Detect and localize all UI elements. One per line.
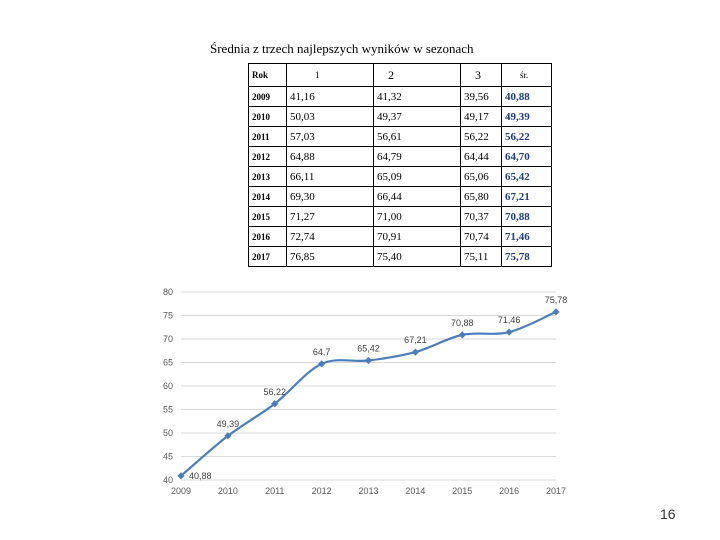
y-tick-label: 70 xyxy=(162,334,173,344)
score-cell: 49,17 xyxy=(461,107,502,127)
table-row xyxy=(249,227,552,247)
data-point xyxy=(506,329,513,336)
column-header: Rok xyxy=(249,64,287,87)
year-cell: 2011 xyxy=(249,127,287,147)
y-tick-label: 75 xyxy=(162,310,173,321)
data-label: 64,7 xyxy=(312,346,331,357)
table-row xyxy=(249,127,552,147)
score-cell: 70,74 xyxy=(461,227,502,247)
table-row xyxy=(249,107,552,127)
data-label: 67,21 xyxy=(404,335,427,346)
x-tick-label: 2014 xyxy=(405,486,426,496)
score-cell: 56,22 xyxy=(461,127,502,147)
x-tick-label: 2012 xyxy=(311,486,332,496)
score-cell: 41,32 xyxy=(374,87,461,107)
data-label: 65,42 xyxy=(357,343,380,354)
score-cell: 64,88 xyxy=(287,147,374,167)
average-cell: 64,70 xyxy=(502,147,552,167)
average-cell: 49,39 xyxy=(502,107,552,127)
table-row xyxy=(249,247,552,267)
score-cell: 39,56 xyxy=(461,87,502,107)
score-cell: 75,11 xyxy=(461,247,502,267)
year-cell: 2009 xyxy=(249,87,287,107)
x-tick-label: 2013 xyxy=(358,486,379,496)
data-point xyxy=(459,331,466,338)
score-cell: 56,61 xyxy=(374,127,461,147)
table-row xyxy=(249,87,552,107)
data-label: 70,88 xyxy=(450,317,474,328)
scores-table xyxy=(248,63,552,267)
score-cell: 66,44 xyxy=(374,187,461,207)
data-point xyxy=(365,357,372,364)
score-cell: 65,80 xyxy=(461,187,502,207)
score-cell: 76,85 xyxy=(287,247,374,267)
page-title: Średnia z trzech najlepszych wyników w sezonach xyxy=(210,41,474,56)
x-tick-label: 2010 xyxy=(217,486,238,496)
line-chart xyxy=(150,284,570,506)
data-label: 40,88 xyxy=(189,470,212,481)
year-cell: 2012 xyxy=(249,147,287,167)
column-header: śr. xyxy=(502,64,552,87)
score-cell: 75,40 xyxy=(374,247,461,267)
x-tick-label: 2011 xyxy=(265,486,285,496)
table-row xyxy=(249,187,552,207)
x-tick-label: 2009 xyxy=(170,486,192,496)
column-header: 1 xyxy=(287,64,374,87)
x-tick-label: 2015 xyxy=(452,486,473,496)
score-cell: 64,44 xyxy=(461,147,502,167)
score-cell: 49,37 xyxy=(374,107,461,127)
year-cell: 2017 xyxy=(249,247,287,267)
table-header-row xyxy=(249,64,552,87)
data-point xyxy=(412,349,419,356)
score-cell: 66,11 xyxy=(287,167,374,187)
y-tick-label: 45 xyxy=(162,451,173,462)
year-cell: 2016 xyxy=(249,227,287,247)
series-line xyxy=(181,312,556,476)
score-cell: 69,30 xyxy=(287,187,374,207)
score-cell: 57,03 xyxy=(287,127,374,147)
average-cell: 65,42 xyxy=(502,167,552,187)
table-row xyxy=(249,207,552,227)
data-point xyxy=(552,308,559,315)
table-row xyxy=(249,167,552,187)
x-tick-label: 2017 xyxy=(545,486,567,496)
year-cell: 2014 xyxy=(249,187,287,207)
data-label: 56,22 xyxy=(263,386,287,397)
average-cell: 71,46 xyxy=(502,227,552,247)
score-cell: 71,00 xyxy=(374,207,461,227)
average-cell: 67,21 xyxy=(502,187,552,207)
y-tick-label: 60 xyxy=(162,381,173,391)
page-number: 16 xyxy=(660,506,676,522)
year-cell: 2013 xyxy=(249,167,287,187)
y-tick-label: 50 xyxy=(162,428,173,438)
score-cell: 65,09 xyxy=(374,167,461,187)
score-cell: 41,16 xyxy=(287,87,374,107)
score-cell: 72,74 xyxy=(287,227,374,247)
year-cell: 2015 xyxy=(249,207,287,227)
year-cell: 2010 xyxy=(249,107,287,127)
y-tick-label: 65 xyxy=(162,357,173,368)
data-label: 49,39 xyxy=(216,418,240,429)
score-cell: 64,79 xyxy=(374,147,461,167)
average-cell: 75,78 xyxy=(502,247,552,267)
data-label: 75,78 xyxy=(544,294,568,305)
y-tick-label: 80 xyxy=(162,287,173,297)
average-cell: 70,88 xyxy=(502,207,552,227)
score-cell: 50,03 xyxy=(287,107,374,127)
column-header: 2 xyxy=(374,64,461,87)
score-cell: 70,37 xyxy=(461,207,502,227)
data-label: 71,46 xyxy=(497,315,521,326)
column-header: 3 xyxy=(461,64,502,87)
table-row xyxy=(249,147,552,167)
score-cell: 70,91 xyxy=(374,227,461,247)
x-tick-label: 2016 xyxy=(499,486,520,496)
average-cell: 40,88 xyxy=(502,87,552,107)
average-cell: 56,22 xyxy=(502,127,552,147)
y-tick-label: 55 xyxy=(162,404,173,415)
score-cell: 65,06 xyxy=(461,167,502,187)
score-cell: 71,27 xyxy=(287,207,374,227)
y-tick-label: 40 xyxy=(162,475,173,485)
